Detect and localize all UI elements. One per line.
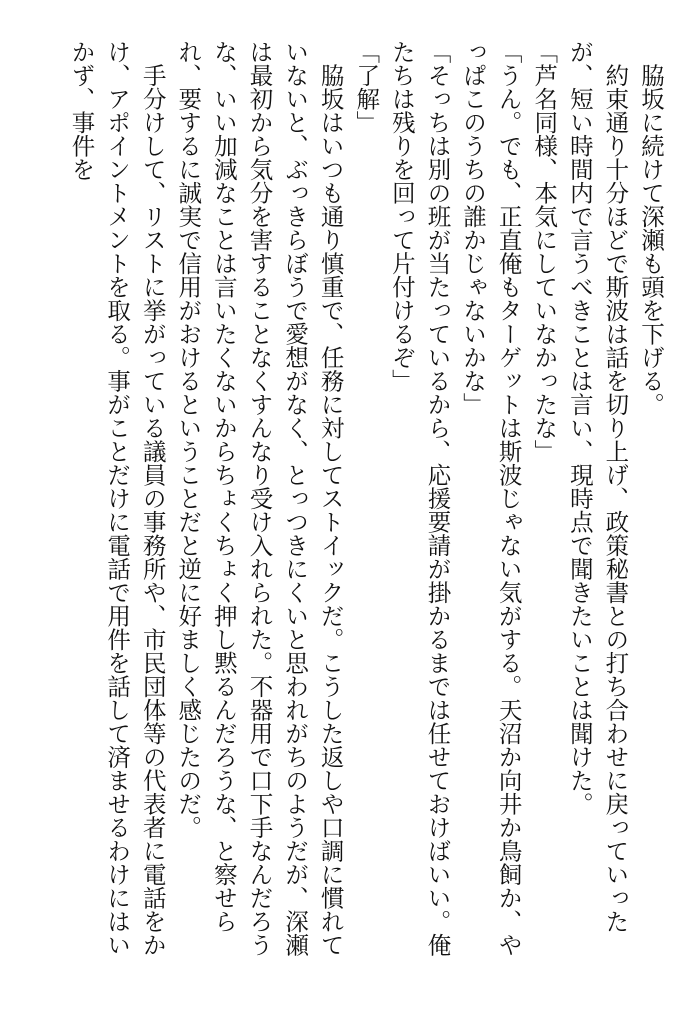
dialogue-line-1: 「芦名同様、本気にしていなかったな」	[530, 40, 559, 463]
paragraph-1: 脇坂に続けて深瀬も頭を下げる。	[637, 40, 665, 416]
dialogue-line-2: 「うん。でも、正直俺もターゲットは斯波じゃない気がする。天沼か向井か鳥飼か、やっぱこのうちの誰かじゃないかな」	[459, 40, 523, 957]
paragraph-4: 手分けして、リストに挙がっている議員の事務所や、市民団体等の代表者に電話をかけ、アポイントメントを取る。事がことだけに電話で用件を話して済ませるわけにはいかず、事件を	[67, 40, 167, 957]
dialogue-line-3: 「そっちは別の班が当たっているから、応援要請が掛かるまでは任せておけばいい。俺たちは残りを回って片付けるぞ」	[387, 40, 452, 957]
paragraph-2: 約束通り十分ほどで斯波は話を切り上げ、政策秘書との打ち合わせに戻っていったが、短い時間内で言うべきことは言い、現時点で聞きたいことは聞けた。	[565, 40, 630, 933]
dialogue-line-4: 「了解」	[352, 40, 381, 134]
paragraph-3: 脇坂はいつも通り慎重で、任務に対してストイックだ。こうした返しや口調に慣れていないと、ぶっきらぼうで愛想がなく、とっつきにくいと思われがちのようだが、深瀬は最初から気分を害することなくすんなり受け入れられた。不器用で口下手なんだろうな、いい加減なことは言いたくないからちょくちょく押し黙るんだろうな、と察せられ、要するに誠実で信用がおけるということだと逆に好ましく感じたのだ。	[174, 40, 345, 957]
vertical-text-body	[63, 40, 668, 970]
